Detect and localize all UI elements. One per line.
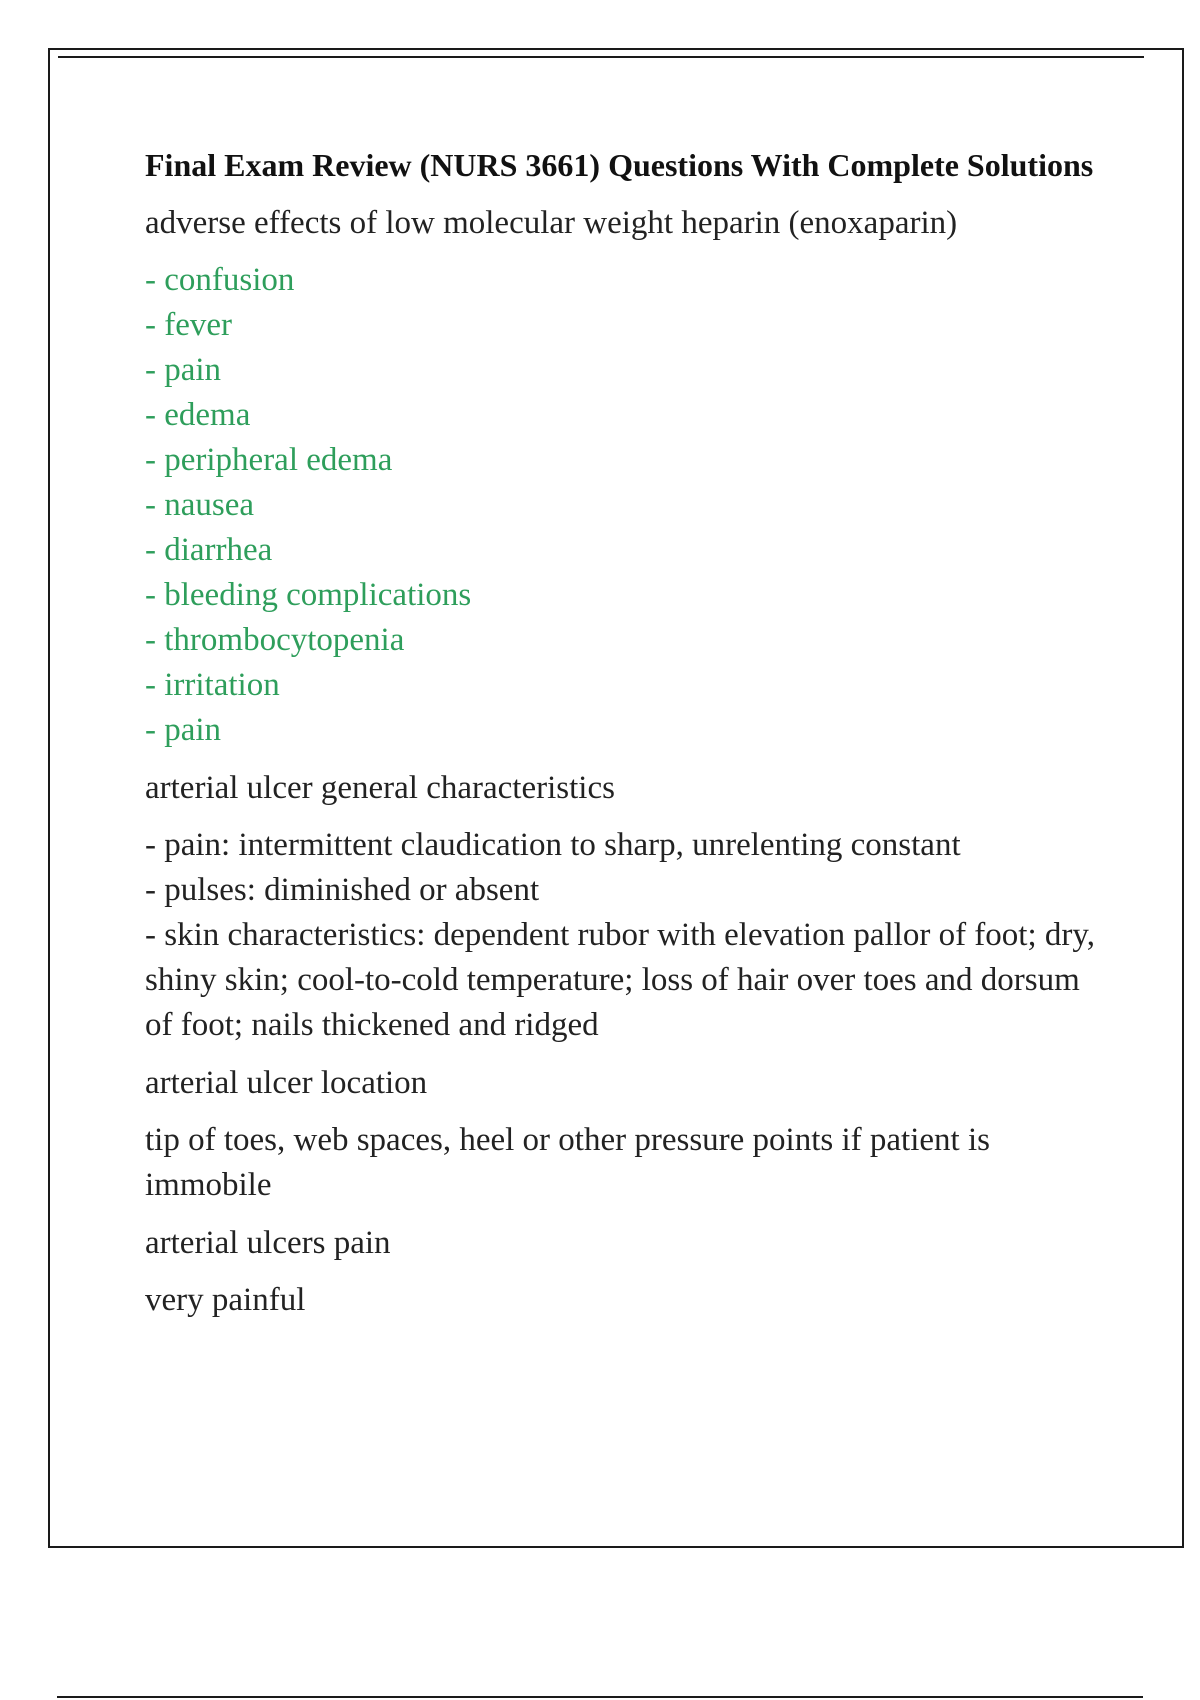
question-text: arterial ulcer location — [145, 1065, 428, 1101]
answer-block — [145, 258, 1095, 753]
answer-line: - skin characteristics: dependent rubor with elevation pallor of foot; dry, shiny skin; cool-to-cold temperature; loss of hair over toes and dorsum of foot; nails thickened and ridged — [145, 917, 1095, 1043]
answer-block — [145, 823, 1095, 1048]
answer-line: - peripheral edema — [145, 442, 393, 478]
answer-line: - thrombocytopenia — [145, 622, 405, 658]
answer-line: tip of toes, web spaces, heel or other pressure points if patient is immobile — [145, 1122, 990, 1203]
answer-line: - confusion — [145, 262, 295, 298]
top-rule — [58, 56, 1144, 58]
answer-line: - fever — [145, 307, 233, 343]
question-text: arterial ulcer general characteristics — [145, 770, 615, 806]
answer-line: - pain: intermittent claudication to sharp, unrelenting constant — [145, 827, 961, 863]
document-title: Final Exam Review (NURS 3661) Questions With Complete Solutions — [145, 147, 1094, 183]
answer-line: - edema — [145, 397, 251, 433]
answer-line: - irritation — [145, 667, 280, 703]
question-text: arterial ulcers pain — [145, 1225, 391, 1261]
answer-line: very painful — [145, 1282, 306, 1318]
answer-line: - pulses: diminished or absent — [145, 872, 540, 908]
answer-block — [145, 1278, 1095, 1323]
answer-line: - nausea — [145, 487, 255, 523]
question-text: adverse effects of low molecular weight heparin (enoxaparin) — [145, 205, 958, 241]
bottom-rule — [57, 1696, 1143, 1698]
answer-block — [145, 1118, 1095, 1208]
answer-line: - bleeding complications — [145, 577, 472, 613]
answer-line: - diarrhea — [145, 532, 273, 568]
answer-line: - pain — [145, 712, 222, 748]
document-content — [145, 142, 1095, 1335]
answer-line: - pain — [145, 352, 222, 388]
